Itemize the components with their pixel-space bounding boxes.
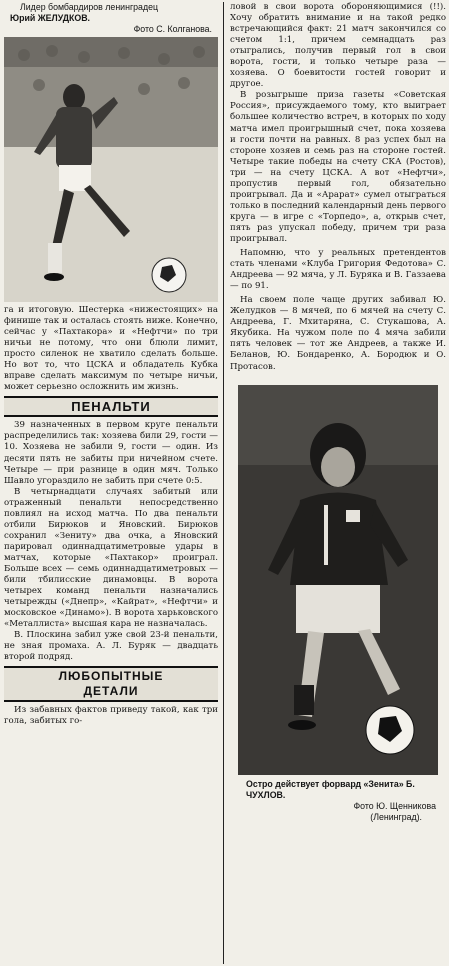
caption-credit: Фото С. Колганова.: [133, 24, 212, 34]
story-paragraph: В розыгрыше приза газеты «Советская Россия», присуждаемого тому, кто выиграет большее количество встреч, в которых по ходу матча имел проигрышный счет, пока хозяева и гости почти на равных. 8 раз успех был на стороне хозяев и семь раз на стороне гостей. Четыре такие победы на счету СКА (Ростов), три — на счету ЦСКА. А вот «Нефтчи», пропустив первый гол, обязательно проигрывал. Да и «Арарат» сумел отыграться только в последний календарный день первого круга — в игре с «Торпедо», а, открыв счет, пять раз упускал победу, причем три раза проигрывал.: [230, 90, 446, 244]
column-divider: [223, 2, 224, 964]
photo-zheludkov: [4, 37, 218, 302]
story-paragraph: На своем поле чаще других забивал Ю. Желудков — 8 мячей, по 6 мячей на счету С. Андреева, Г. Мхитаряна, С. Стукашова, А. Якубика. На чужом поле по 4 мяча забили пять человек — тот же Андреев, а также И. Беланов, Ю. Бондаренко, А. Бородюк и О. Протасов.: [230, 295, 446, 372]
photo-chukhlov: [238, 385, 438, 775]
section-heading-curious: [4, 666, 218, 702]
curious-heading-line2: ДЕТАЛИ: [83, 684, 139, 699]
caption-name: Юрий ЖЕЛУДКОВ.: [10, 13, 90, 23]
section-heading-penalty: ПЕНАЛЬТИ: [4, 396, 218, 417]
caption-line: Остро действует форвард «Зенита» Б. ЧУХЛОВ.: [246, 778, 415, 800]
photo-caption-top: [4, 0, 218, 35]
player-running-illustration: [238, 385, 438, 775]
penalty-paragraph: 39 назначенных в первом круге пенальти распределились так: хозяева били 29, гости — 10. Хозяева не забили 9, гости — один. Из десяти пять не забиты при ничейном счете. Четыре — при разнице в один мяч. Только Шавло угораздило не забить при счете 0:5.: [4, 420, 218, 486]
left-column: [4, 0, 218, 728]
photo-caption-bottom: [230, 779, 446, 823]
curious-section: [4, 705, 218, 727]
story-paragraph: Напомню, что у реальных претендентов стать членами «Клуба Григория Федотова» С. Андреева — 92 мяча, у Л. Буряка и В. Газзаева — по 91.: [230, 248, 446, 292]
story-paragraph: га и итоговую. Шестерка «нижестоящих» на финише так и осталась стоять ниже. Конечно, сейчас у «Пахтакора» и «Нефтчи» по три ничьи не потому, что они блюли лимит, просто силенок не хватило сделать больше. Но вот то, что ЦСКА и обладатель Кубка вправе сделать максимум по четыре ничьи, может серьезно осложнить им жизнь.: [4, 305, 218, 393]
penalty-paragraph: В. Плоскина забил уже свой 23-й пенальти, не зная промаха. А. Л. Буряк — двадцать второй подряд.: [4, 630, 218, 663]
curious-paragraph: Из забавных фактов приведу такой, как три гола, забитых го-: [4, 705, 218, 727]
curious-heading-line1: ЛЮБОПЫТНЫЕ: [58, 669, 164, 684]
story-continued: [4, 305, 218, 393]
caption-credit-city: (Ленинград).: [370, 811, 422, 822]
caption-credit: Фото Ю. Щенникова: [353, 800, 436, 811]
player-kicking-illustration: [4, 37, 218, 302]
caption-line: Лидер бомбардиров ленинградец: [20, 2, 159, 12]
right-column: [230, 2, 446, 823]
right-story: [230, 2, 446, 373]
story-paragraph: ловой в свои ворота обороняющимися (!!). Хочу обратить внимание и на такой редко встречающийся факт: 21 матч закончился со счетом 1:1, причем семнадцать раз отыгрались, получив первый гол в свои ворота, гости, и только четыре раза — хозяева. О боевитости гостей говорит и другое.: [230, 2, 446, 90]
penalty-section: [4, 420, 218, 663]
penalty-paragraph: В четырнадцати случаях забитый или отраженный пенальти непосредственно повлиял на исход матча. По два пенальти отбили Бирюков и Яновский. Бирюков сохранил «Зениту» два очка, а Яновский парировал одиннадцатиметровые удары в матчах, которые «Пахтакор» проиграл. Больше всех — семь одиннадцатиметровых — били тбилисские динамовцы. В ворота четырех команд пенальти назначались четырежды («Днепр», «Кайрат», «Нефтчи» и московское «Динамо»). В ворота харьковского «Металлиста» высшая кара не назначалась.: [4, 486, 218, 630]
